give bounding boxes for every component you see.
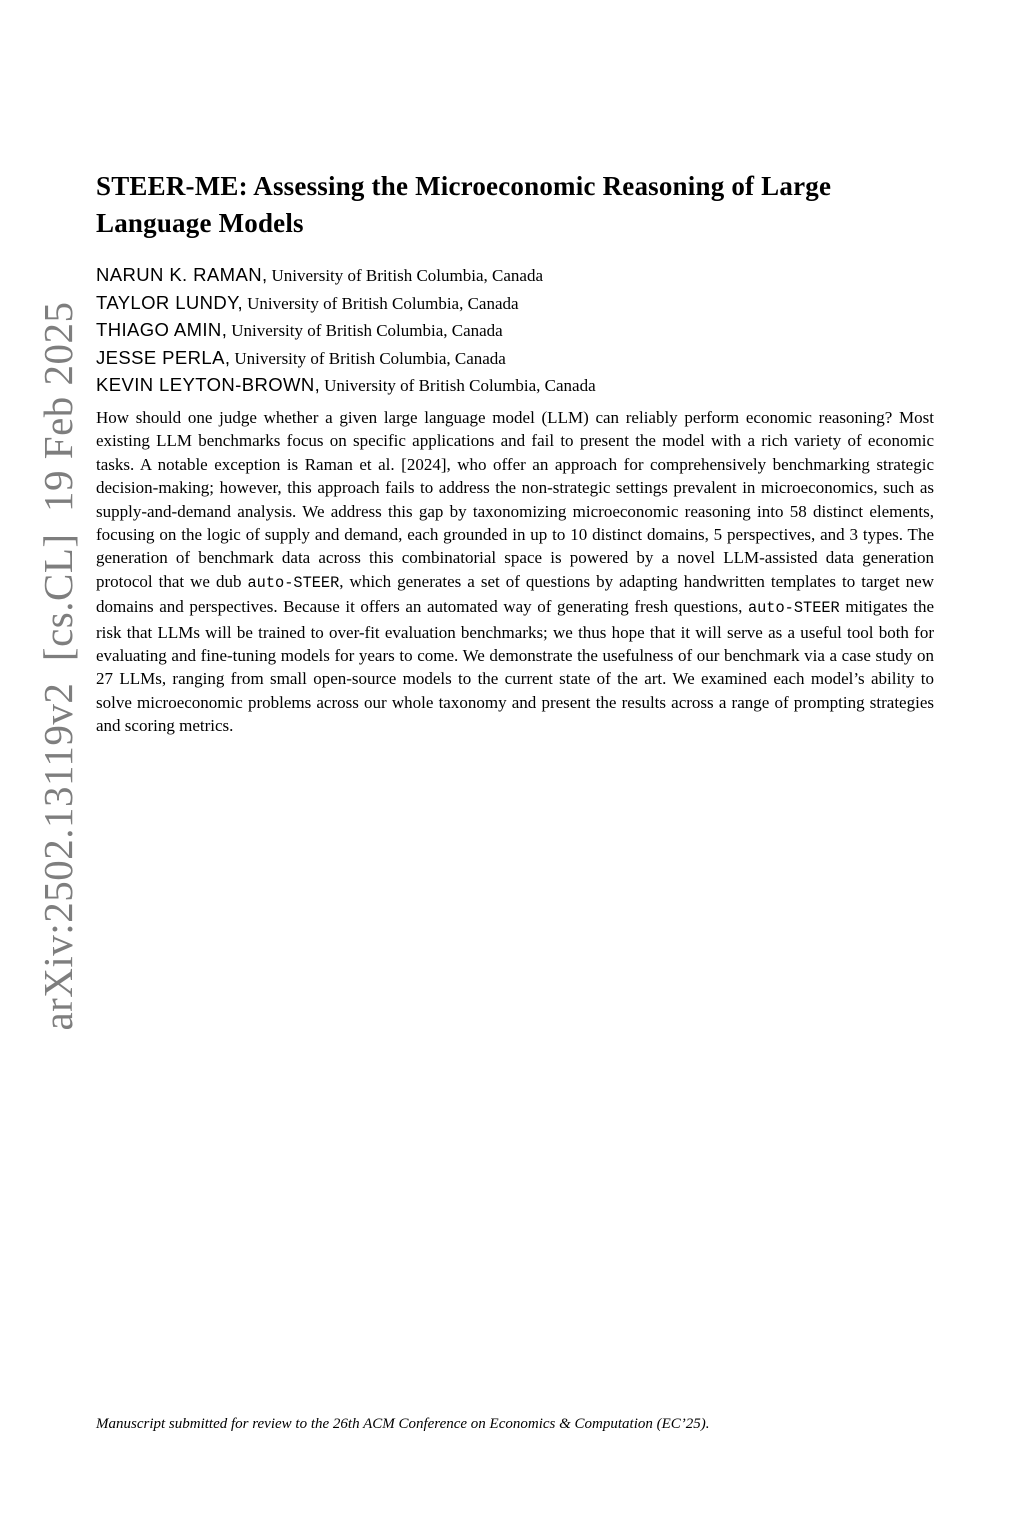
arxiv-watermark: arXiv:2502.13119v2 [cs.CL] 19 Feb 2025 [35,301,81,1031]
inline-code: auto-STEER [747,599,840,618]
abstract-run: mitigates the risk that LLMs will be trained to over-fit evaluation benchmarks; we thus hope that it will serve as a useful tool both for evaluating and fine-tuning models for years to come. We demonstrate the usefulness of our benchmark via a case study on 27 LLMs, ranging from small open-source models to the current state of the art. We examined each model’s ability to solve microeconomic problems across our whole taxonomy and present the results across a range of prompting strategies and scoring metrics. [96,597,934,736]
abstract-text [96,406,934,738]
author-affiliation: University of British Columbia, Canada [231,321,503,340]
author-name: NARUN K. RAMAN, [96,264,268,285]
author-affiliation: University of British Columbia, Canada [247,293,519,313]
abstract-run: How should one judge whether a given large language model (LLM) can reliably perform economic reasoning? Most existing LLM benchmarks focus on specific applications and fail to present the model with a rich variety of economic tasks. A notable exception is Raman et al. [2024], who offer an approach for comprehensively benchmarking strategic decision-making; however, this approach fails to address the non-strategic settings prevalent in microeconomics, such as supply-and-demand analysis. We address this gap by taxonomizing microeconomic reasoning into 58 distinct elements, focusing on the logic of supply and demand, each grounded in up to 10 distinct domains, 5 perspectives, and 3 types. The generation of benchmark data across this combinatorial space is powered by a novel LLM-assisted data generation protocol that we dub [96,408,934,591]
author-affiliation: University of British Columbia, Canada [324,376,596,395]
footer-note: Manuscript submitted for review to the 26th ACM Conference on Economics & Computation (EC’25). [96,1416,710,1432]
author-affiliation: University of British Columbia, Canada [271,266,543,285]
author-line [96,371,934,399]
author-name: KEVIN LEYTON-BROWN, [96,374,321,395]
author-affiliation: University of British Columbia, Canada [234,348,506,368]
author-name: THIAGO AMIN, [96,319,228,340]
inline-code: auto-STEER [247,573,340,592]
author-list [96,261,934,399]
author-line [96,289,934,317]
abstract [96,406,934,738]
paper-title: STEER-ME: Assessing the Microeconomic Reasoning of Large Language Models [96,171,832,238]
author-line [96,261,934,289]
author-name: TAYLOR LUNDY, [96,291,244,313]
author-name: JESSE PERLA, [96,346,231,368]
author-line [96,344,934,372]
author-line [96,316,934,344]
abstract-run: , which generates a set of questions by adapting handwritten templates to target new domains and perspectives. Because it offers an automated way of generating fresh questions, [96,571,934,617]
